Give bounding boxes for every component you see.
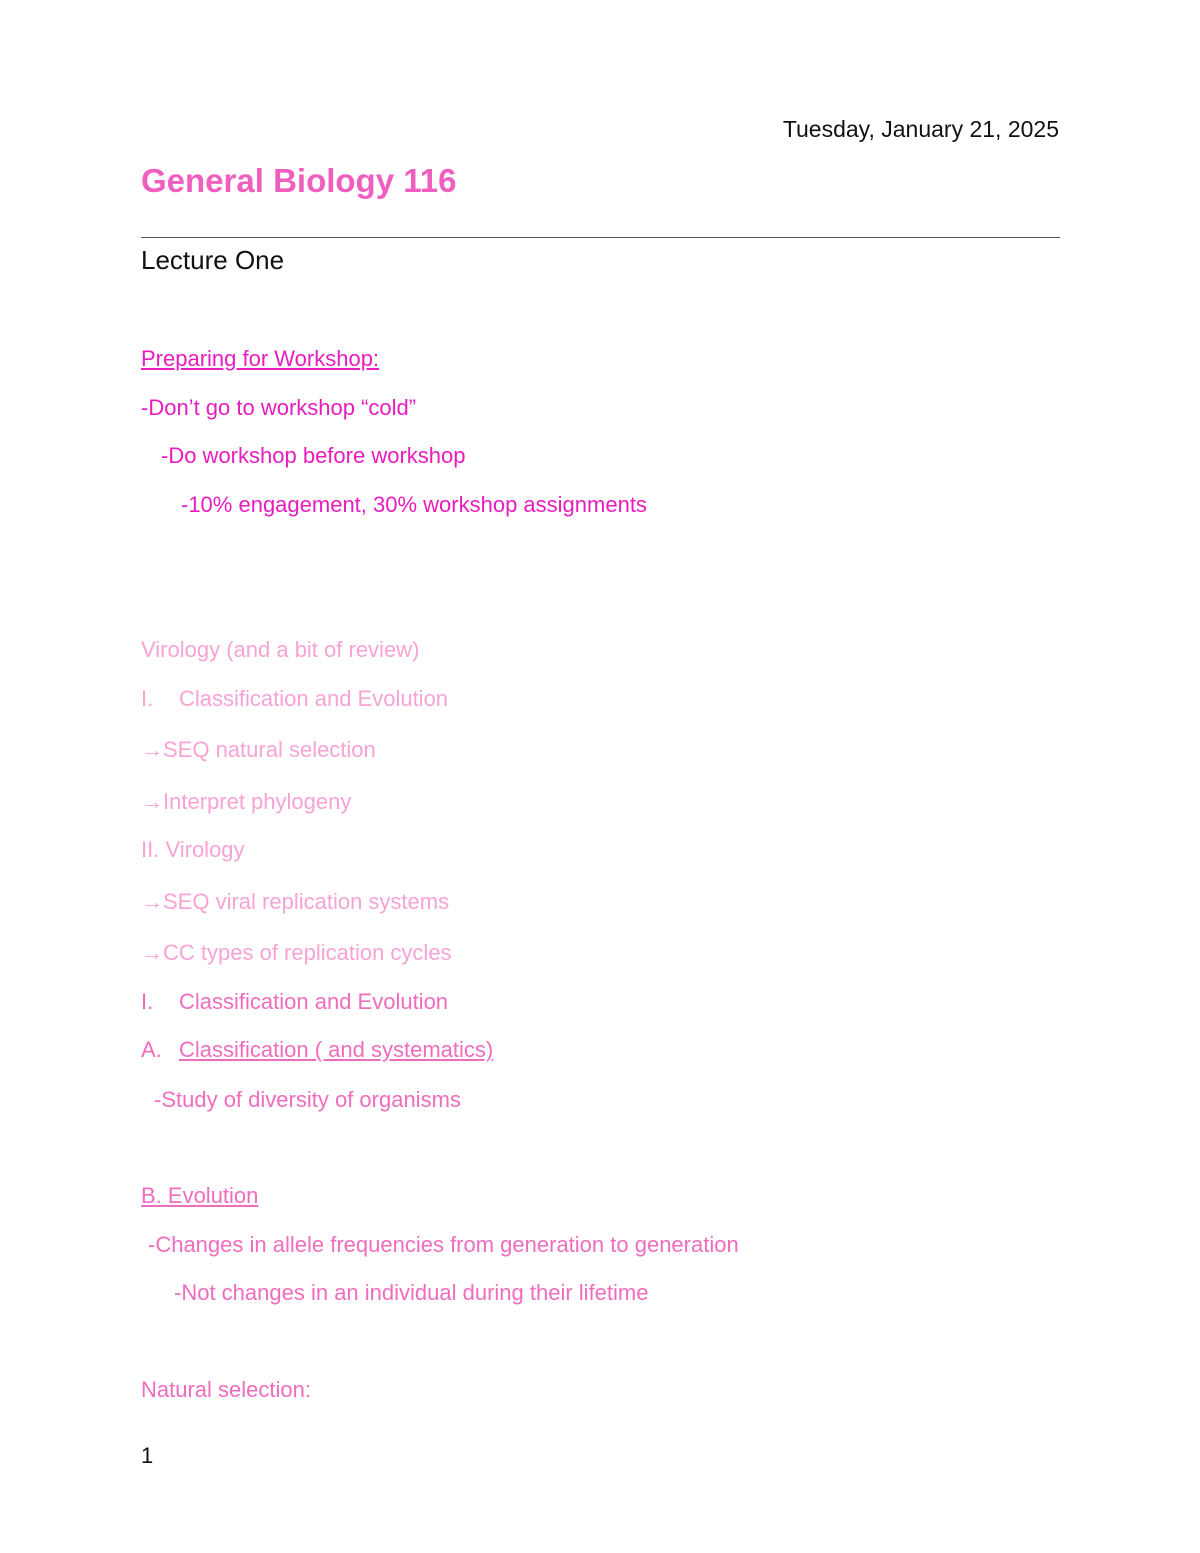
arrow-right-icon: → xyxy=(141,889,163,914)
objective-1-text: SEQ natural selection xyxy=(163,737,376,762)
subsection-a-title: Classification ( and systematics) xyxy=(179,1037,494,1062)
page-title: General Biology 116 xyxy=(141,162,457,199)
workshop-line-2: -Do workshop before workshop xyxy=(161,443,466,468)
outline-item-1 xyxy=(141,686,448,712)
objective-3-text: SEQ viral replication systems xyxy=(163,889,450,914)
subsection-b-line-1: -Changes in allele frequencies from generation to generation xyxy=(148,1232,739,1257)
outline-heading: Virology (and a bit of review) xyxy=(141,637,420,662)
workshop-line-1: -Don’t go to workshop “cold” xyxy=(141,395,417,420)
arrow-right-icon: → xyxy=(141,737,163,762)
arrow-right-icon: → xyxy=(141,940,163,965)
workshop-line-3: -10% engagement, 30% workshop assignments xyxy=(181,492,647,517)
title-divider xyxy=(141,237,1060,238)
objective-4-text: CC types of replication cycles xyxy=(163,940,452,965)
objective-3 xyxy=(141,889,449,915)
subsection-b-title: B. Evolution xyxy=(141,1183,259,1208)
lecture-subtitle: Lecture One xyxy=(141,245,285,275)
outline-item-2: II. Virology xyxy=(141,837,245,862)
objective-4 xyxy=(141,940,452,966)
objective-1 xyxy=(141,737,376,763)
section-heading xyxy=(141,989,448,1015)
outline-item-1-text: Classification and Evolution xyxy=(179,686,449,711)
objective-2-text: Interpret phylogeny xyxy=(163,789,352,814)
arrow-right-icon: → xyxy=(141,789,163,814)
natural-selection-heading: Natural selection: xyxy=(141,1377,311,1402)
subsection-a xyxy=(141,1037,493,1063)
date: Tuesday, January 21, 2025 xyxy=(782,116,1059,142)
subsection-a-letter: A. xyxy=(141,1037,162,1062)
subsection-a-line: -Study of diversity of organisms xyxy=(154,1087,461,1112)
page-number: 1 xyxy=(141,1443,154,1468)
objective-2 xyxy=(141,789,351,815)
subsection-b-line-2: -Not changes in an individual during their lifetime xyxy=(174,1280,649,1305)
workshop-heading: Preparing for Workshop: xyxy=(141,346,380,371)
outline-item-1-number: I. xyxy=(141,686,154,711)
section-text: Classification and Evolution xyxy=(179,989,449,1014)
section-number: I. xyxy=(141,989,154,1014)
